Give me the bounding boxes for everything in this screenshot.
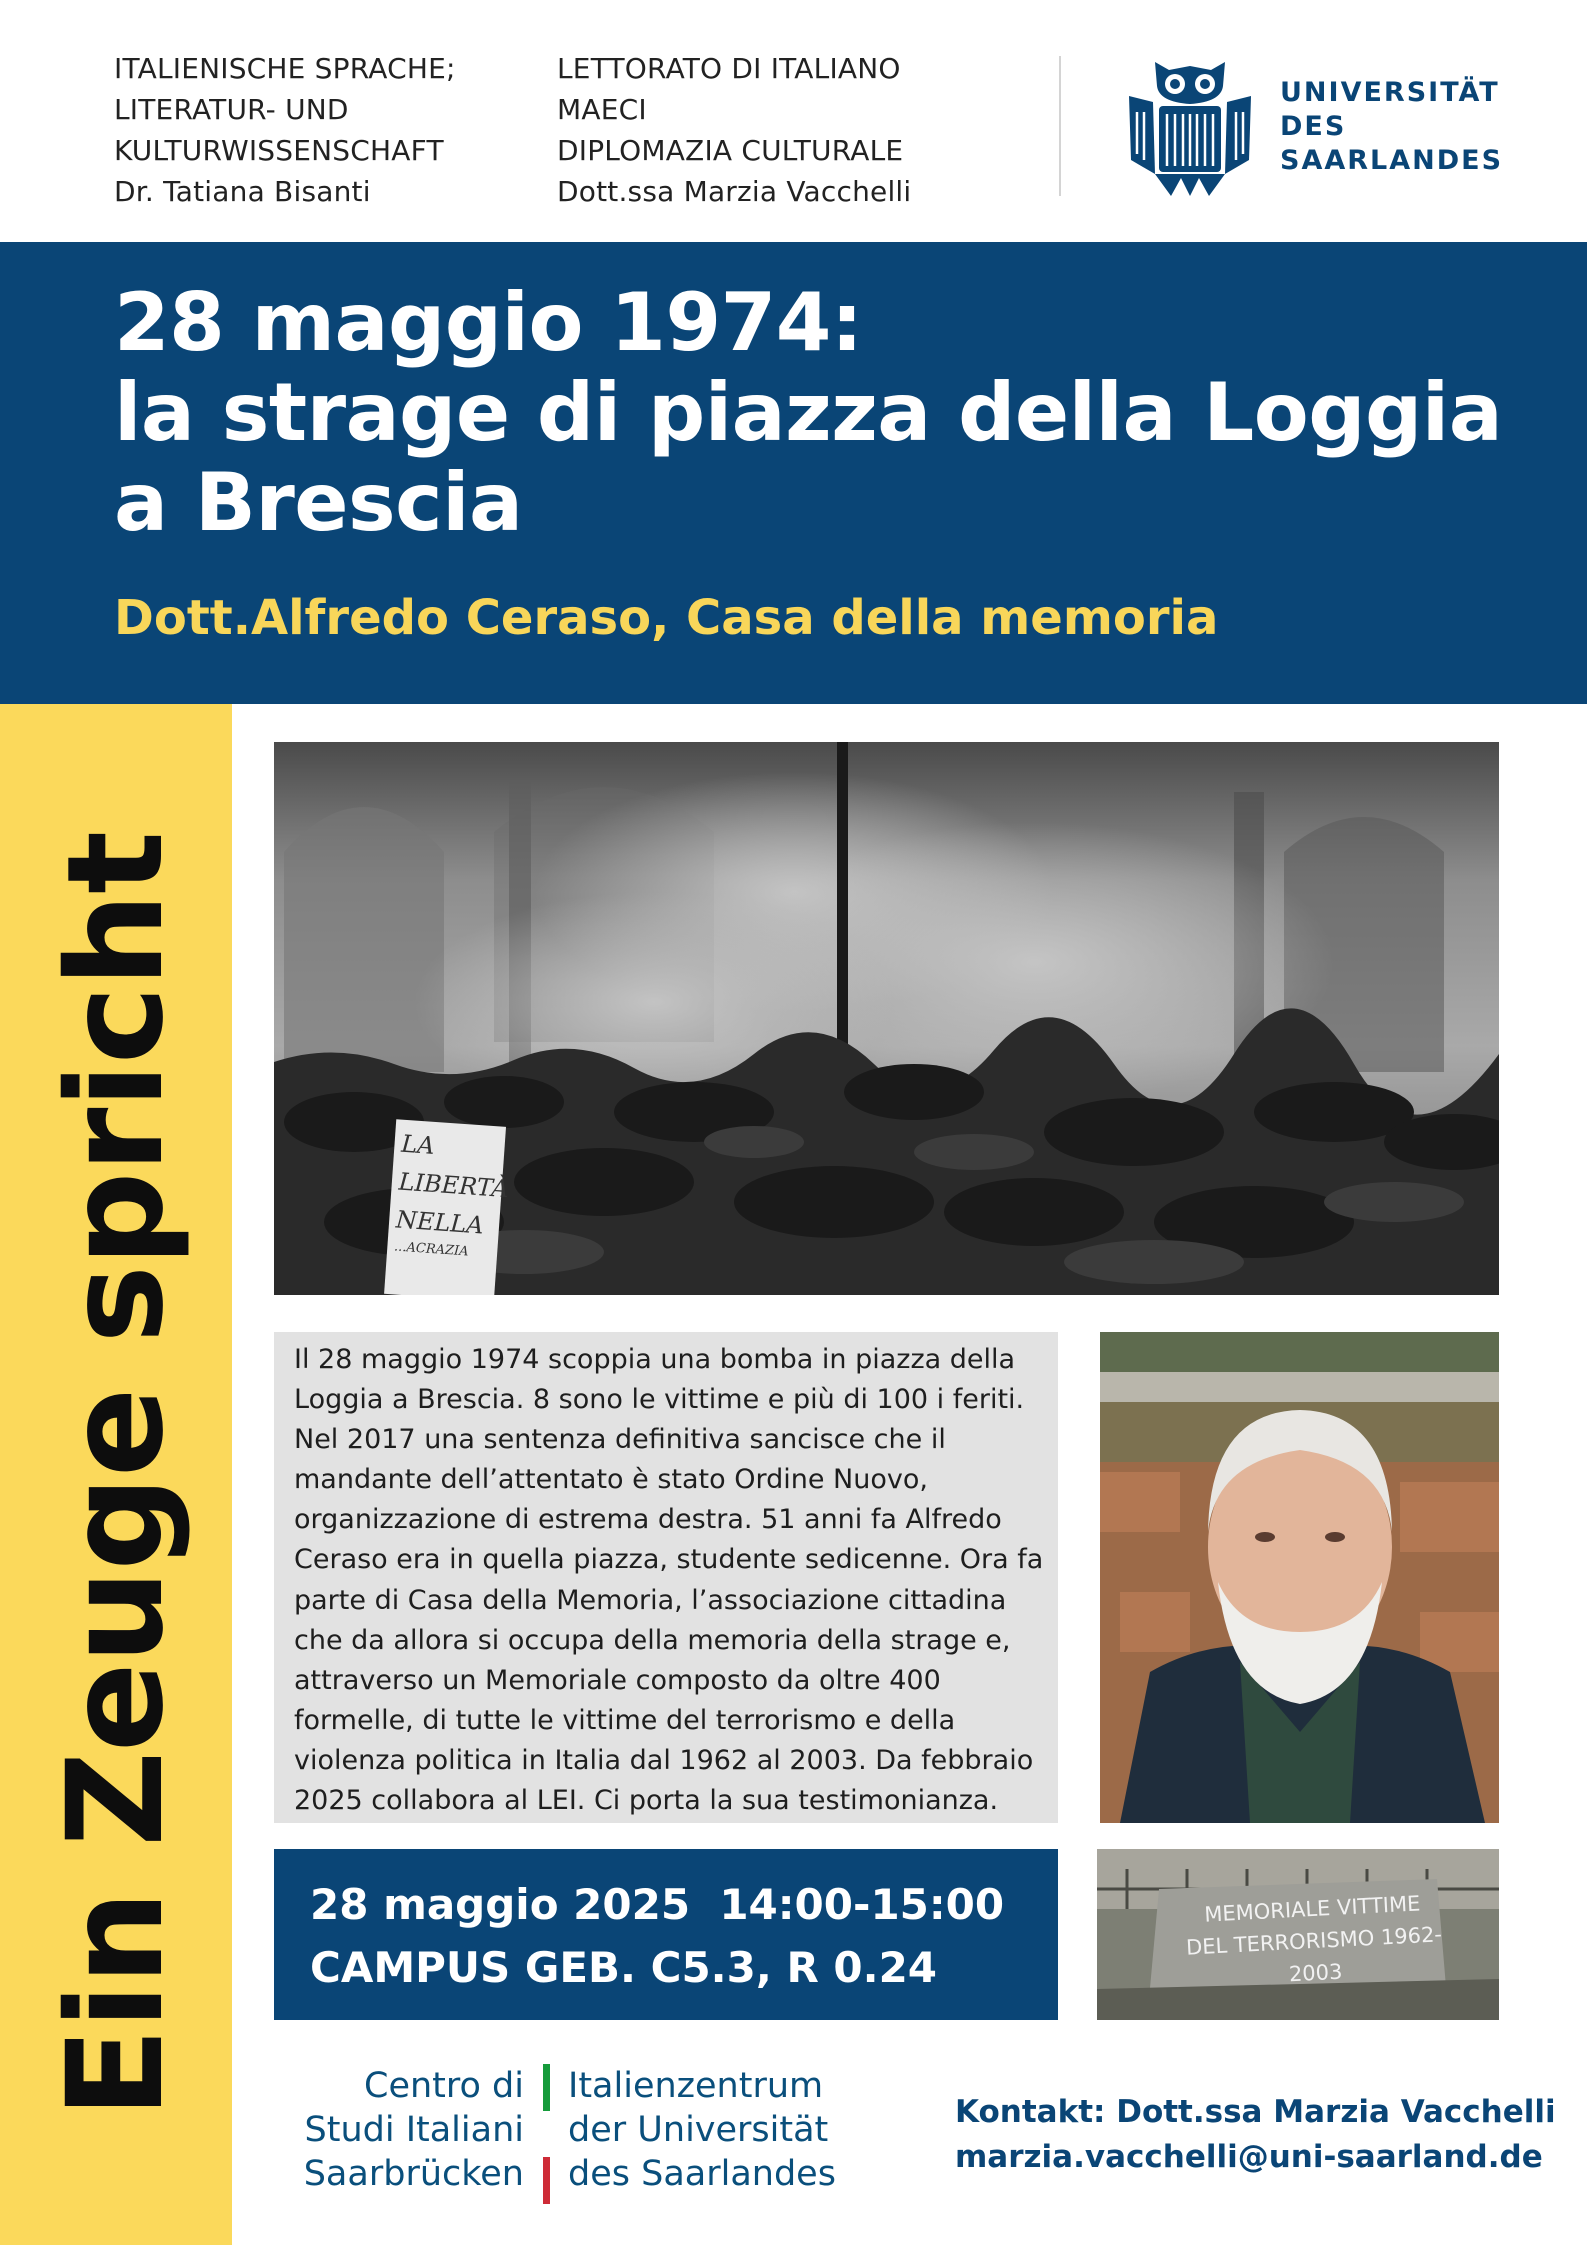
protest-sign xyxy=(393,1125,510,1264)
header-department xyxy=(114,48,456,212)
header-department-line: KULTURWISSENSCHAFT xyxy=(114,134,444,167)
contact-label: Kontakt: Dott.ssa Marzia Vacchelli xyxy=(955,2094,1556,2130)
header-lettorato xyxy=(557,48,911,212)
italian-flag-divider xyxy=(543,2064,550,2204)
header-lettorato-line: LETTORATO DI ITALIANO xyxy=(557,52,901,85)
historic-photo xyxy=(274,742,1499,1295)
memorial-plaque-line: MEMORIALE VITTIME xyxy=(1203,1891,1421,1927)
header-department-line: ITALIENISCHE SPRACHE; xyxy=(114,52,456,85)
portrait-photo-image xyxy=(1100,1332,1499,1823)
description-box xyxy=(274,1332,1058,1823)
event-date-time: 28 maggio 2025 14:00-15:00 xyxy=(310,1880,1005,1929)
zentrum-line: der Universität xyxy=(568,2110,829,2150)
protest-sign-line: LIBERTÀ xyxy=(397,1167,510,1204)
protest-sign-line: ...ACRAZIA xyxy=(393,1239,469,1260)
university-logo xyxy=(1125,56,1504,196)
header-divider xyxy=(1059,56,1061,196)
event-box xyxy=(274,1849,1058,2020)
zentrum-line: Italienzentrum xyxy=(568,2066,824,2106)
zentrum-line: des Saarlandes xyxy=(568,2154,836,2194)
contact-email[interactable]: marzia.vacchelli@uni-saarland.de xyxy=(955,2139,1543,2175)
portrait-photo xyxy=(1100,1332,1499,1823)
italienzentrum xyxy=(568,2064,888,2196)
memorial-plaque-line: DEL TERRORISMO 1962-2003 xyxy=(1185,1922,1443,1987)
speaker-subtitle: Dott.Alfredo Ceraso, Casa della memoria xyxy=(114,590,1219,646)
header-department-line: Dr. Tatiana Bisanti xyxy=(114,175,371,208)
page-title-line: la strage di piazza della Loggia xyxy=(114,366,1503,459)
header-department-line: LITERATUR- UND xyxy=(114,93,349,126)
page-title xyxy=(114,278,1534,548)
centro-line: Centro di xyxy=(364,2066,524,2106)
flag-white-stripe xyxy=(543,2111,550,2158)
university-name-line: DES xyxy=(1280,111,1347,142)
centro-studi-italiani xyxy=(262,2064,524,2196)
protest-sign-line: NELLA xyxy=(395,1205,485,1240)
centro-line: Studi Italiani xyxy=(304,2110,524,2150)
page-title-line: 28 maggio 1974: xyxy=(114,276,863,369)
university-name-line: SAARLANDES xyxy=(1280,145,1504,176)
protest-sign-line: LA xyxy=(400,1129,436,1160)
contact-info xyxy=(955,2090,1556,2180)
header-lettorato-line: DIPLOMAZIA CULTURALE xyxy=(557,134,904,167)
description-text: Il 28 maggio 1974 scoppia una bomba in piazza della Loggia a Brescia. 8 sono le vittime e più di 100 i feriti. Nel 2017 una sentenza definitiva sancisce che il mandante dell’attentato è stato Ordine Nuovo, organizzazione di estrema destra. 51 anni fa Alfredo Ceraso era in quella piazza, studente sedicenne. Ora fa parte di Casa della Memoria, l’associazione cittadina che da allora si occupa della memoria della strage e, attraverso un Memoriale composto da oltre 400 formelle, di tutte le vittime del terrorismo e della violenza politica in Italia dal 1962 al 2003. Da febbraio 2025 collabora al LEI. Ci porta la sua testimonianza. xyxy=(294,1344,1044,1817)
memorial-photo xyxy=(1097,1849,1499,2020)
centro-line: Saarbrücken xyxy=(303,2154,524,2194)
university-name xyxy=(1280,76,1503,178)
flag-red-stripe xyxy=(543,2157,550,2204)
memorial-plaque-text xyxy=(1167,1885,1462,1996)
header-lettorato-line: Dott.ssa Marzia Vacchelli xyxy=(557,175,912,208)
university-name-line: UNIVERSITÄT xyxy=(1280,77,1500,108)
header-lettorato-line: MAECI xyxy=(557,93,647,126)
side-title: Ein Zeuge spricht xyxy=(39,831,193,2119)
owl-logo-icon xyxy=(1125,56,1255,196)
page-title-line: a Brescia xyxy=(114,456,523,549)
event-location: CAMPUS GEB. C5.3, R 0.24 xyxy=(310,1943,938,1992)
flag-green-stripe xyxy=(543,2064,550,2111)
